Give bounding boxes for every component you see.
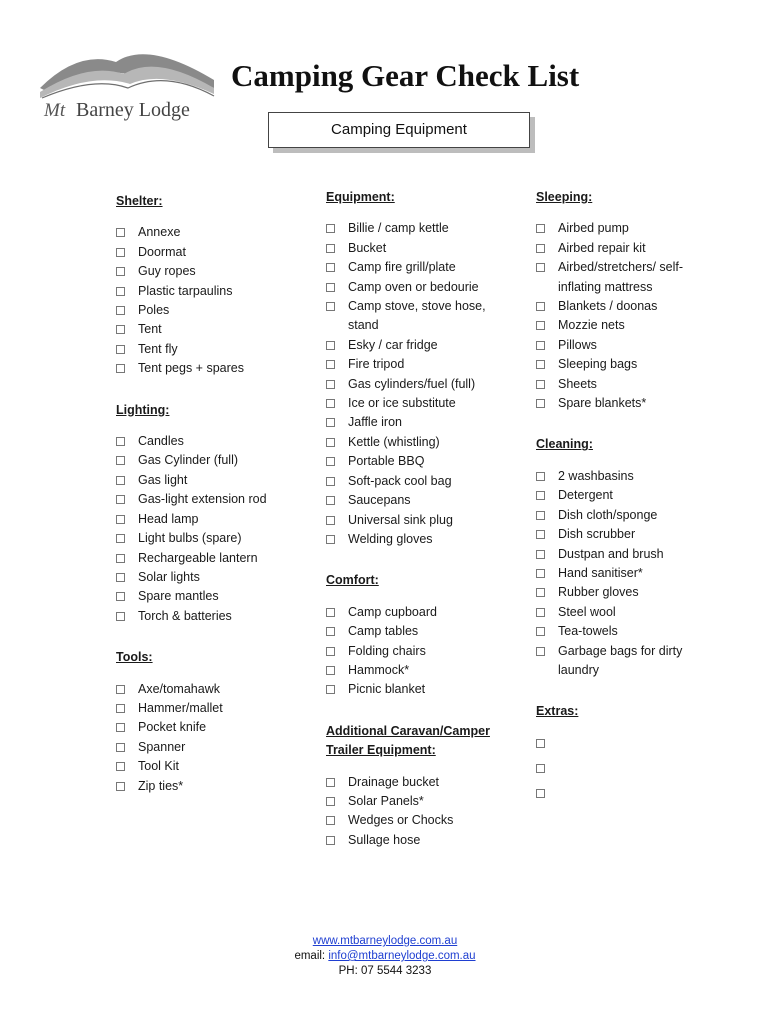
checklist-item-label: Camp fire grill/plate xyxy=(348,260,456,275)
checklist-item-label: Gas light xyxy=(138,472,188,487)
checklist xyxy=(326,773,516,851)
checklist-item xyxy=(116,699,306,718)
checkbox[interactable] xyxy=(116,476,125,485)
checkbox[interactable] xyxy=(326,778,335,787)
checklist-item-label: Kettle (whistling) xyxy=(348,434,440,449)
checklist-item xyxy=(326,355,516,374)
checklist-item-label: Spanner xyxy=(138,739,186,754)
checkbox[interactable] xyxy=(116,495,125,504)
checkbox[interactable] xyxy=(536,739,545,748)
checklist-item xyxy=(536,467,726,486)
checklist-item xyxy=(116,471,306,490)
checkbox[interactable] xyxy=(116,306,125,315)
checklist xyxy=(536,734,726,798)
checklist xyxy=(116,223,306,378)
checklist-item-label: Fire tripod xyxy=(348,357,405,372)
checkbox[interactable] xyxy=(116,685,125,694)
checklist-item-label: Mozzie nets xyxy=(558,318,625,333)
checklist-item xyxy=(536,297,726,316)
checklist-item xyxy=(536,622,726,641)
checklist-item xyxy=(536,734,726,748)
checkbox[interactable] xyxy=(116,723,125,732)
checklist-item-label: Bucket xyxy=(348,240,387,255)
checklist-item-label: Dustpan and brush xyxy=(558,546,664,561)
checklist-item xyxy=(326,472,516,491)
checkbox[interactable] xyxy=(536,627,545,636)
checklist-item xyxy=(326,219,516,238)
checklist-item xyxy=(116,340,306,359)
checklist-item-label: Detergent xyxy=(558,488,613,503)
checklist-item xyxy=(326,811,516,830)
checkbox[interactable] xyxy=(116,534,125,543)
checklist-item-label: Tent fly xyxy=(138,341,178,356)
checklist-item xyxy=(536,564,726,583)
checklist-item xyxy=(116,549,306,568)
checklist-item xyxy=(116,490,306,509)
checklist-section xyxy=(116,648,306,796)
checklist-item-label: Jaffle iron xyxy=(348,415,402,430)
checklist-item xyxy=(326,491,516,510)
checklist-item-label: Welding gloves xyxy=(348,531,433,546)
lodge-logo xyxy=(38,36,218,126)
checklist-column-3 xyxy=(536,188,726,809)
checklist-item xyxy=(116,757,306,776)
checklist-item-label: Wedges or Chocks xyxy=(348,813,454,828)
checklist-item xyxy=(326,452,516,471)
checkbox[interactable] xyxy=(116,456,125,465)
checklist-item xyxy=(536,525,726,544)
checkbox[interactable] xyxy=(116,573,125,582)
checklist-item-label xyxy=(558,784,726,798)
checklist xyxy=(326,603,516,700)
checklist-column-1 xyxy=(116,192,306,796)
checklist-item-label: Camp oven or bedourie xyxy=(348,279,479,294)
checkbox[interactable] xyxy=(116,228,125,237)
checklist-item-label: Axe/tomahawk xyxy=(138,681,220,696)
checklist-item xyxy=(536,394,726,413)
checklist-section xyxy=(326,571,516,699)
checklist-item-label: Spare mantles xyxy=(138,589,219,604)
checklist-item-label: Esky / car fridge xyxy=(348,337,438,352)
checklist-item-label: Tool Kit xyxy=(138,759,179,774)
checklist-item xyxy=(116,718,306,737)
checkbox[interactable] xyxy=(326,496,335,505)
checklist-item xyxy=(536,258,726,297)
checklist-item xyxy=(326,394,516,413)
checklist-item xyxy=(326,773,516,792)
mountain-logo-icon xyxy=(38,36,218,126)
checklist xyxy=(116,432,306,626)
checklist-item-label: Hand sanitiser* xyxy=(558,565,643,580)
checklist-item xyxy=(536,642,726,681)
checklist-item xyxy=(536,603,726,622)
checkbox[interactable] xyxy=(116,437,125,446)
checklist-item-label: Plastic tarpaulins xyxy=(138,283,233,298)
checkbox[interactable] xyxy=(536,399,545,408)
checklist-item-label: Portable BBQ xyxy=(348,454,425,469)
checkbox[interactable] xyxy=(326,516,335,525)
checklist-item xyxy=(536,759,726,773)
checklist-item-label: Airbed/stretchers/ self-inflating mattress xyxy=(558,260,684,294)
checkbox[interactable] xyxy=(326,647,335,656)
checkbox[interactable] xyxy=(326,244,335,253)
section-heading: Extras: xyxy=(536,704,579,719)
checklist-item-label: Tent xyxy=(138,322,162,337)
checklist-item-label: Candles xyxy=(138,434,184,449)
checkbox[interactable] xyxy=(116,267,125,276)
checklist-item xyxy=(536,219,726,238)
checklist-item-label: Head lamp xyxy=(138,511,199,526)
checklist-item-label: Camp stove, stove hose, stand xyxy=(348,299,486,333)
checkbox[interactable] xyxy=(536,511,545,520)
checkbox[interactable] xyxy=(536,224,545,233)
checklist-item xyxy=(116,607,306,626)
checklist-item xyxy=(326,278,516,297)
checklist-item-label: Rechargeable lantern xyxy=(138,550,258,565)
checklist-item-label: Blankets / doonas xyxy=(558,299,658,314)
checklist-item xyxy=(326,239,516,258)
checkbox[interactable] xyxy=(536,569,545,578)
checkbox[interactable] xyxy=(536,360,545,369)
checklist-item-label: Soft-pack cool bag xyxy=(348,473,452,488)
checkbox[interactable] xyxy=(536,588,545,597)
checklist-item xyxy=(536,486,726,505)
checklist-item-label: Pillows xyxy=(558,337,597,352)
checklist-item xyxy=(536,784,726,798)
checklist-item-label: 2 washbasins xyxy=(558,468,634,483)
checklist-item xyxy=(326,433,516,452)
checkbox[interactable] xyxy=(116,325,125,334)
checkbox[interactable] xyxy=(536,550,545,559)
checklist-item-label: Airbed pump xyxy=(558,221,629,236)
checklist-item xyxy=(326,258,516,277)
checkbox[interactable] xyxy=(326,341,335,350)
checkbox[interactable] xyxy=(536,608,545,617)
checklist-item-label: Airbed repair kit xyxy=(558,240,646,255)
checklist-item xyxy=(326,603,516,622)
website-link[interactable]: www.mtbarneylodge.com.au xyxy=(312,935,458,947)
section-heading: Sleeping: xyxy=(536,190,593,204)
checklist-item-label: Dish cloth/sponge xyxy=(558,507,658,522)
checklist-section xyxy=(326,188,516,549)
checklist-item-label xyxy=(558,759,726,773)
checkbox[interactable] xyxy=(326,283,335,292)
checklist-item xyxy=(536,316,726,335)
checklist-item xyxy=(116,320,306,339)
checkbox[interactable] xyxy=(326,477,335,486)
section-heading: Tools: xyxy=(116,650,153,665)
checklist-item xyxy=(536,336,726,355)
checklist-item-label: Sleeping bags xyxy=(558,357,638,372)
checklist-item-label: Saucepans xyxy=(348,493,411,508)
checklist-item-label: Rubber gloves xyxy=(558,585,639,600)
checklist-item-label: Camp cupboard xyxy=(348,604,437,619)
checklist-item xyxy=(116,243,306,262)
checkbox[interactable] xyxy=(326,380,335,389)
checklist-item-label: Gas-light extension rod xyxy=(138,492,267,507)
checkbox[interactable] xyxy=(116,248,125,257)
checklist-item-label: Gas cylinders/fuel (full) xyxy=(348,376,476,391)
phone-number: PH: 07 5544 3233 xyxy=(338,965,432,977)
checkbox[interactable] xyxy=(326,627,335,636)
checklist-item-label: Spare blankets* xyxy=(558,396,647,411)
checklist-item-label: Sullage hose xyxy=(348,832,421,847)
checklist-item xyxy=(116,451,306,470)
checklist-item xyxy=(116,568,306,587)
section-heading: Cleaning: xyxy=(536,437,593,452)
checklist-item-label: Picnic blanket xyxy=(348,682,426,697)
checkbox[interactable] xyxy=(326,797,335,806)
email-link[interactable]: info@mtbarneylodge.com.au xyxy=(328,950,476,962)
checkbox[interactable] xyxy=(326,224,335,233)
checklist-section xyxy=(536,435,726,680)
checklist-section xyxy=(536,188,726,413)
checklist-item xyxy=(536,583,726,602)
checkbox[interactable] xyxy=(536,491,545,500)
checkbox[interactable] xyxy=(536,341,545,350)
checkbox[interactable] xyxy=(536,321,545,330)
checklist-item-label: Sheets xyxy=(558,376,597,391)
checklist-item-label: Dish scrubber xyxy=(558,527,636,542)
checkbox[interactable] xyxy=(116,612,125,621)
checkbox[interactable] xyxy=(116,364,125,373)
checklist-item xyxy=(116,680,306,699)
checklist-item-label xyxy=(558,734,726,748)
checklist-item-label: Tent pegs + spares xyxy=(138,361,244,376)
checklist-item-label: Camp tables xyxy=(348,624,419,639)
checklist-item xyxy=(326,511,516,530)
checklist-item-label: Doormat xyxy=(138,244,186,259)
checklist-item xyxy=(536,239,726,258)
checkbox[interactable] xyxy=(536,530,545,539)
checklist-item xyxy=(116,432,306,451)
checklist-section xyxy=(326,722,516,850)
checkbox[interactable] xyxy=(326,535,335,544)
checklist-item-label: Guy ropes xyxy=(138,264,196,279)
checklist-item xyxy=(116,262,306,281)
contact-footer xyxy=(0,934,770,979)
section-heading: Comfort: xyxy=(326,573,379,588)
checklist-item xyxy=(326,792,516,811)
section-banner: Camping Equipment xyxy=(268,112,530,148)
checklist-item xyxy=(326,530,516,549)
checklist-item-label: Steel wool xyxy=(558,604,616,619)
checkbox[interactable] xyxy=(536,380,545,389)
checkbox[interactable] xyxy=(326,418,335,427)
checklist-item xyxy=(536,355,726,374)
checklist-item xyxy=(326,831,516,850)
checklist-item-label: Poles xyxy=(138,303,170,318)
section-heading: Equipment: xyxy=(326,190,395,204)
checklist xyxy=(536,467,726,680)
checklist-item xyxy=(326,622,516,641)
checklist-item-label: Torch & batteries xyxy=(138,608,232,623)
checklist-item-label: Zip ties* xyxy=(138,778,184,793)
checkbox[interactable] xyxy=(326,457,335,466)
checklist-item xyxy=(326,413,516,432)
checklist-item-label: Garbage bags for dirty laundry xyxy=(558,643,683,677)
checklist-item xyxy=(326,680,516,699)
checklist-item xyxy=(326,297,516,336)
checklist-item xyxy=(116,359,306,378)
checklist xyxy=(536,219,726,413)
checklist-item-label: Hammer/mallet xyxy=(138,700,223,715)
checkbox[interactable] xyxy=(536,302,545,311)
checkbox[interactable] xyxy=(116,345,125,354)
checkbox[interactable] xyxy=(116,554,125,563)
checkbox[interactable] xyxy=(326,816,335,825)
checklist-item xyxy=(116,282,306,301)
checkbox[interactable] xyxy=(536,472,545,481)
checkbox[interactable] xyxy=(326,685,335,694)
checklist-item xyxy=(326,661,516,680)
page-title: Camping Gear Check List xyxy=(231,58,580,93)
checkbox[interactable] xyxy=(326,302,335,311)
checklist xyxy=(326,219,516,549)
checklist-item-label: Gas Cylinder (full) xyxy=(138,453,239,468)
checklist-item-label: Annexe xyxy=(138,225,181,240)
checklist-item-label: Drainage bucket xyxy=(348,774,440,789)
checklist-item-label: Solar lights xyxy=(138,569,200,584)
checklist-section xyxy=(116,401,306,626)
checkbox[interactable] xyxy=(116,592,125,601)
checkbox[interactable] xyxy=(116,704,125,713)
checklist-item xyxy=(116,529,306,548)
checklist-item-label: Light bulbs (spare) xyxy=(138,531,242,546)
checklist-item xyxy=(116,301,306,320)
checkbox[interactable] xyxy=(326,399,335,408)
checklist-item-label: Pocket knife xyxy=(138,720,207,735)
svg-text:Mt: Mt xyxy=(44,100,66,121)
checklist-item xyxy=(326,375,516,394)
checkbox[interactable] xyxy=(326,360,335,369)
checkbox[interactable] xyxy=(536,263,545,272)
checkbox[interactable] xyxy=(116,762,125,771)
checkbox[interactable] xyxy=(116,782,125,791)
checkbox[interactable] xyxy=(536,244,545,253)
checkbox[interactable] xyxy=(326,666,335,675)
checklist-item xyxy=(536,375,726,394)
checklist-column-2 xyxy=(326,188,516,850)
checkbox[interactable] xyxy=(116,515,125,524)
checklist-item-label: Ice or ice substitute xyxy=(348,396,456,411)
checklist-item xyxy=(116,587,306,606)
checkbox[interactable] xyxy=(536,647,545,656)
checkbox[interactable] xyxy=(116,743,125,752)
checklist-item xyxy=(116,738,306,757)
section-heading: Shelter: xyxy=(116,194,163,208)
section-heading: Lighting: xyxy=(116,402,170,417)
checklist-item-label: Billie / camp kettle xyxy=(348,221,449,236)
svg-text:Barney Lodge: Barney Lodge xyxy=(76,99,190,121)
checklist-item-label: Folding chairs xyxy=(348,643,426,658)
checklist-item-label: Universal sink plug xyxy=(348,512,453,527)
checkbox[interactable] xyxy=(116,287,125,296)
checklist-item-label: Solar Panels* xyxy=(348,793,424,808)
checkbox[interactable] xyxy=(536,789,545,798)
checklist-section xyxy=(536,702,726,797)
checklist-item xyxy=(326,642,516,661)
section-heading: Additional Caravan/Camper Trailer Equipment: xyxy=(326,723,490,758)
checklist-item-label: Tea-towels xyxy=(558,624,618,639)
email-label: email: xyxy=(294,950,329,962)
checklist-item xyxy=(536,545,726,564)
checkbox[interactable] xyxy=(326,263,335,272)
checklist-item-label: Hammock* xyxy=(348,662,410,677)
checklist xyxy=(116,680,306,796)
checklist-section xyxy=(116,192,306,379)
checklist-item xyxy=(326,336,516,355)
checkbox[interactable] xyxy=(326,608,335,617)
checkbox[interactable] xyxy=(326,836,335,845)
checklist-item xyxy=(536,506,726,525)
checklist-item xyxy=(116,510,306,529)
checkbox[interactable] xyxy=(326,438,335,447)
checklist-item xyxy=(116,223,306,242)
checklist-item xyxy=(116,777,306,796)
checkbox[interactable] xyxy=(536,764,545,773)
